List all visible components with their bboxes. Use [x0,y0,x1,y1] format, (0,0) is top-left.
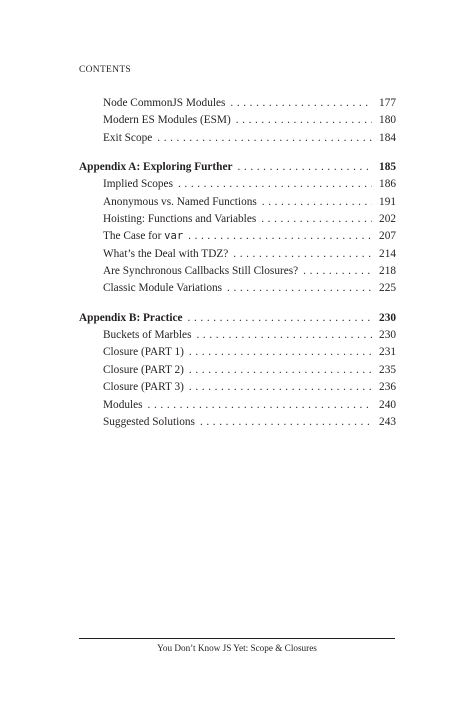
toc-entry-page: 218 [379,265,396,278]
toc-heading-appendix-a[interactable] [79,159,396,176]
dot-leader [262,194,372,211]
toc-heading-appendix-b[interactable] [79,310,396,327]
dot-leader [261,211,372,228]
toc-entry[interactable] [79,362,396,379]
code-keyword-var: var [164,230,184,243]
toc-entry-title: Closure (PART 1) [103,346,184,359]
dot-leader [237,159,372,176]
toc-entry-page: 214 [379,247,396,260]
toc-entry-title: Classic Module Variations [103,282,223,295]
toc-entry-title: Node CommonJS Modules [103,97,226,109]
toc-entry-title-text: The Case for [103,230,165,243]
dot-leader [196,327,372,344]
toc-entry-page: 225 [379,282,396,295]
toc-entry[interactable] [79,344,396,361]
dot-leader [236,112,372,129]
toc-entry-page: 191 [379,195,396,208]
dot-leader [189,379,372,396]
toc-entry-title: Exit Scope [103,131,153,144]
toc-entry[interactable] [79,176,396,193]
toc-entry-page: 240 [379,398,396,411]
toc-entry-page: 236 [379,381,396,394]
toc-entry-page: 230 [379,329,396,342]
toc-group-chapter-continuation [79,95,396,147]
toc-group-appendix-a [79,159,396,298]
toc-entry[interactable] [79,263,396,280]
toc-entry[interactable] [79,112,396,129]
toc-entry-page: 184 [379,131,396,144]
toc-heading-page: 230 [379,311,396,324]
dot-leader [188,228,372,245]
toc-entry[interactable] [79,414,396,431]
toc-entry-title: Implied Scopes [103,178,173,191]
toc-entry-title: Modules [103,398,143,411]
dot-leader [233,246,372,263]
dot-leader [157,130,372,147]
running-footer: You Don’t Know JS Yet: Scope & Closures [157,643,317,653]
dot-leader [189,344,372,361]
toc-entry-title [103,228,183,245]
toc-entry[interactable] [79,379,396,396]
toc-entry[interactable] [79,130,396,147]
toc-heading-page: 185 [379,161,396,174]
dot-leader [178,176,372,193]
footer-rule [79,638,395,639]
table-of-contents [79,95,396,431]
toc-entry-page: 235 [379,363,396,376]
toc-entry-title: Modern ES Modules (ESM) [103,114,231,127]
dot-leader [148,397,372,414]
toc-entry-title: Closure (PART 2) [103,363,184,376]
toc-entry[interactable] [79,228,396,245]
dot-leader [200,414,372,431]
toc-entry[interactable] [79,194,396,211]
dot-leader [303,263,372,280]
toc-entry-page: 180 [379,114,396,127]
dot-leader [227,280,372,297]
toc-entry-title: Closure (PART 3) [103,381,184,394]
toc-entry[interactable] [79,246,396,263]
toc-entry[interactable] [79,327,396,344]
toc-entry-title: Suggested Solutions [103,415,195,428]
dot-leader [230,95,372,112]
toc-entry-page: 243 [379,415,396,428]
toc-entry-title: Buckets of Marbles [103,329,192,342]
toc-entry-title: Are Synchronous Callbacks Still Closures? [103,265,299,278]
toc-entry[interactable] [79,280,396,297]
toc-entry-page: 177 [379,97,396,109]
toc-entry-title: Hoisting: Functions and Variables [103,213,257,226]
toc-entry[interactable] [79,95,396,112]
toc-entry-title: What’s the Deal with TDZ? [103,247,229,260]
toc-group-appendix-b [79,310,396,431]
dot-leader [188,310,372,327]
toc-entry[interactable] [79,211,396,228]
dot-leader [189,362,372,379]
toc-entry[interactable] [79,397,396,414]
toc-entry-title: Anonymous vs. Named Functions [103,195,257,208]
running-head: CONTENTS [79,65,132,75]
toc-heading-title: Appendix A: Exploring Further [79,161,233,174]
toc-entry-page: 207 [379,230,396,243]
toc-entry-page: 202 [379,213,396,226]
toc-entry-page: 231 [379,346,396,359]
toc-entry-page: 186 [379,178,396,191]
toc-heading-title: Appendix B: Practice [79,311,183,324]
